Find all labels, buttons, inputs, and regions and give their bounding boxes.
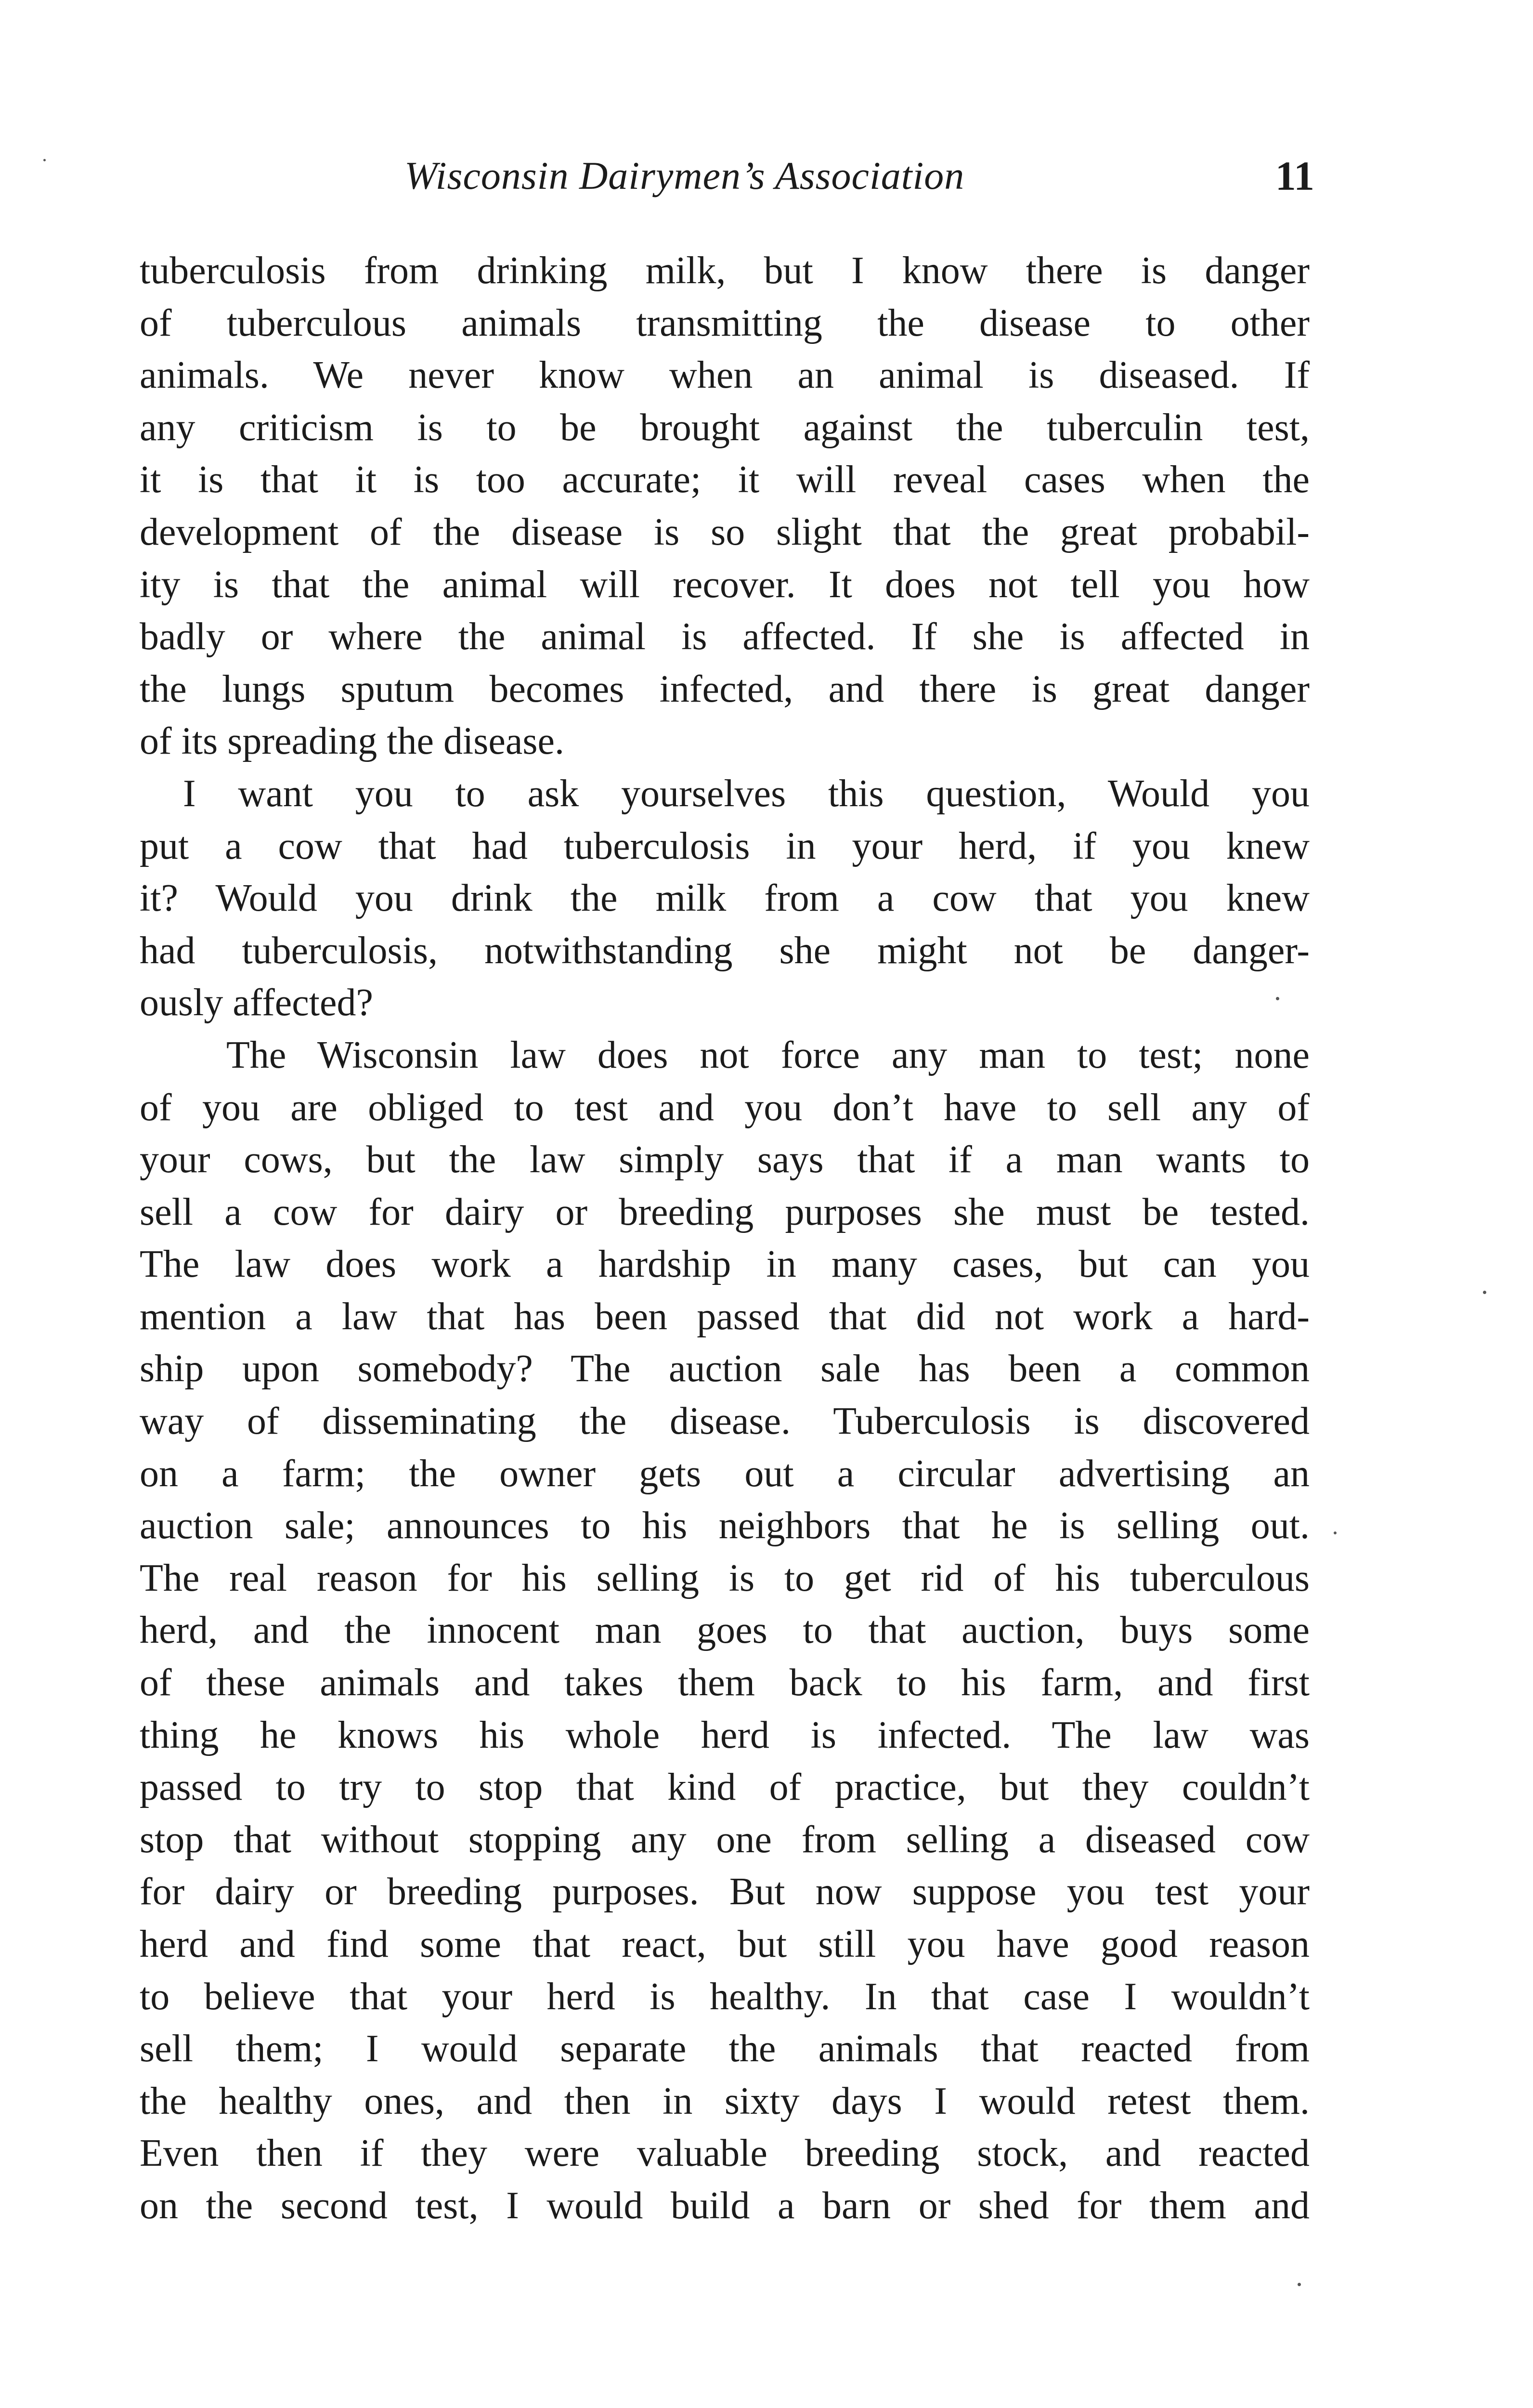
- text-line: the healthy ones, and then in sixty days I would retest them.: [140, 2080, 1310, 2122]
- body-text: [140, 245, 1310, 2232]
- text-line: of these animals and takes them back to his farm, and first: [140, 1662, 1310, 1704]
- text-line: your cows, but the law simply says that if a man wants to: [140, 1139, 1310, 1181]
- text-line: animals. We never know when an animal is diseased. If: [140, 354, 1310, 397]
- text-line: had tuberculosis, notwithstanding she might not be danger-: [140, 929, 1310, 972]
- print-speck: [43, 159, 46, 161]
- text-line: for dairy or breeding purposes. But now suppose you test your: [140, 1871, 1310, 1913]
- running-head: [140, 147, 1314, 209]
- text-line: on the second test, I would build a barn or shed for them and: [140, 2184, 1310, 2227]
- print-speck: [1276, 997, 1279, 1000]
- text-line: Even then if they were valuable breeding stock, and reacted: [140, 2132, 1310, 2175]
- text-line: of tuberculous animals transmitting the disease to other: [140, 301, 1310, 344]
- text-line: sell a cow for dairy or breeding purposes she must be tested.: [140, 1191, 1310, 1233]
- page-number: 11: [1275, 153, 1314, 199]
- text-line: any criticism is to be brought against the tuberculin test,: [140, 406, 1310, 449]
- text-line: I want you to ask yourselves this question, Would you: [183, 772, 1310, 815]
- text-line: ity is that the animal will recover. It does not tell you how: [140, 563, 1310, 606]
- print-speck: [1298, 2283, 1301, 2286]
- text-line: way of disseminating the disease. Tuberculosis is discovered: [140, 1400, 1310, 1443]
- text-line: The Wisconsin law does not force any man to test; none: [226, 1034, 1310, 1076]
- text-line: of its spreading the disease.: [140, 720, 564, 763]
- text-line: development of the disease is so slight that the great probabil-: [140, 510, 1310, 553]
- text-line: passed to try to stop that kind of practice, but they couldn’t: [140, 1766, 1310, 1809]
- text-line: ously affected?: [140, 982, 373, 1024]
- text-line: the lungs sputum becomes infected, and there is great danger: [140, 667, 1310, 710]
- text-line: auction sale; announces to his neighbors that he is selling out.: [140, 1505, 1310, 1547]
- text-line: it is that it is too accurate; it will reveal cases when the: [140, 458, 1310, 501]
- text-line: to believe that your herd is healthy. In that case I wouldn’t: [140, 1975, 1310, 2018]
- text-line: badly or where the animal is affected. If she is affected in: [140, 615, 1310, 658]
- text-line: stop that without stopping any one from selling a diseased cow: [140, 1818, 1310, 1861]
- text-line: put a cow that had tuberculosis in your herd, if you knew: [140, 824, 1310, 867]
- text-line: herd, and the innocent man goes to that auction, buys some: [140, 1609, 1310, 1652]
- text-line: tuberculosis from drinking milk, but I know there is danger: [140, 249, 1310, 292]
- text-line: herd and find some that react, but still you have good reason: [140, 1923, 1310, 1965]
- text-line: of you are obliged to test and you don’t have to sell any of: [140, 1086, 1310, 1129]
- running-title: Wisconsin Dairymen’s Association: [404, 154, 965, 197]
- text-line: sell them; I would separate the animals that reacted from: [140, 2028, 1310, 2070]
- text-line: on a farm; the owner gets out a circular advertising an: [140, 1452, 1310, 1495]
- text-line: The real reason for his selling is to get rid of his tuberculous: [140, 1557, 1310, 1599]
- print-speck: [1483, 1291, 1486, 1294]
- text-line: thing he knows his whole herd is infected. The law was: [140, 1714, 1310, 1756]
- print-speck: [1334, 1531, 1337, 1534]
- text-line: The law does work a hardship in many cases, but can you: [140, 1243, 1310, 1286]
- text-line: ship upon somebody? The auction sale has been a common: [140, 1348, 1310, 1390]
- text-line: mention a law that has been passed that did not work a hard-: [140, 1295, 1310, 1338]
- text-line: it? Would you drink the milk from a cow that you knew: [140, 877, 1310, 920]
